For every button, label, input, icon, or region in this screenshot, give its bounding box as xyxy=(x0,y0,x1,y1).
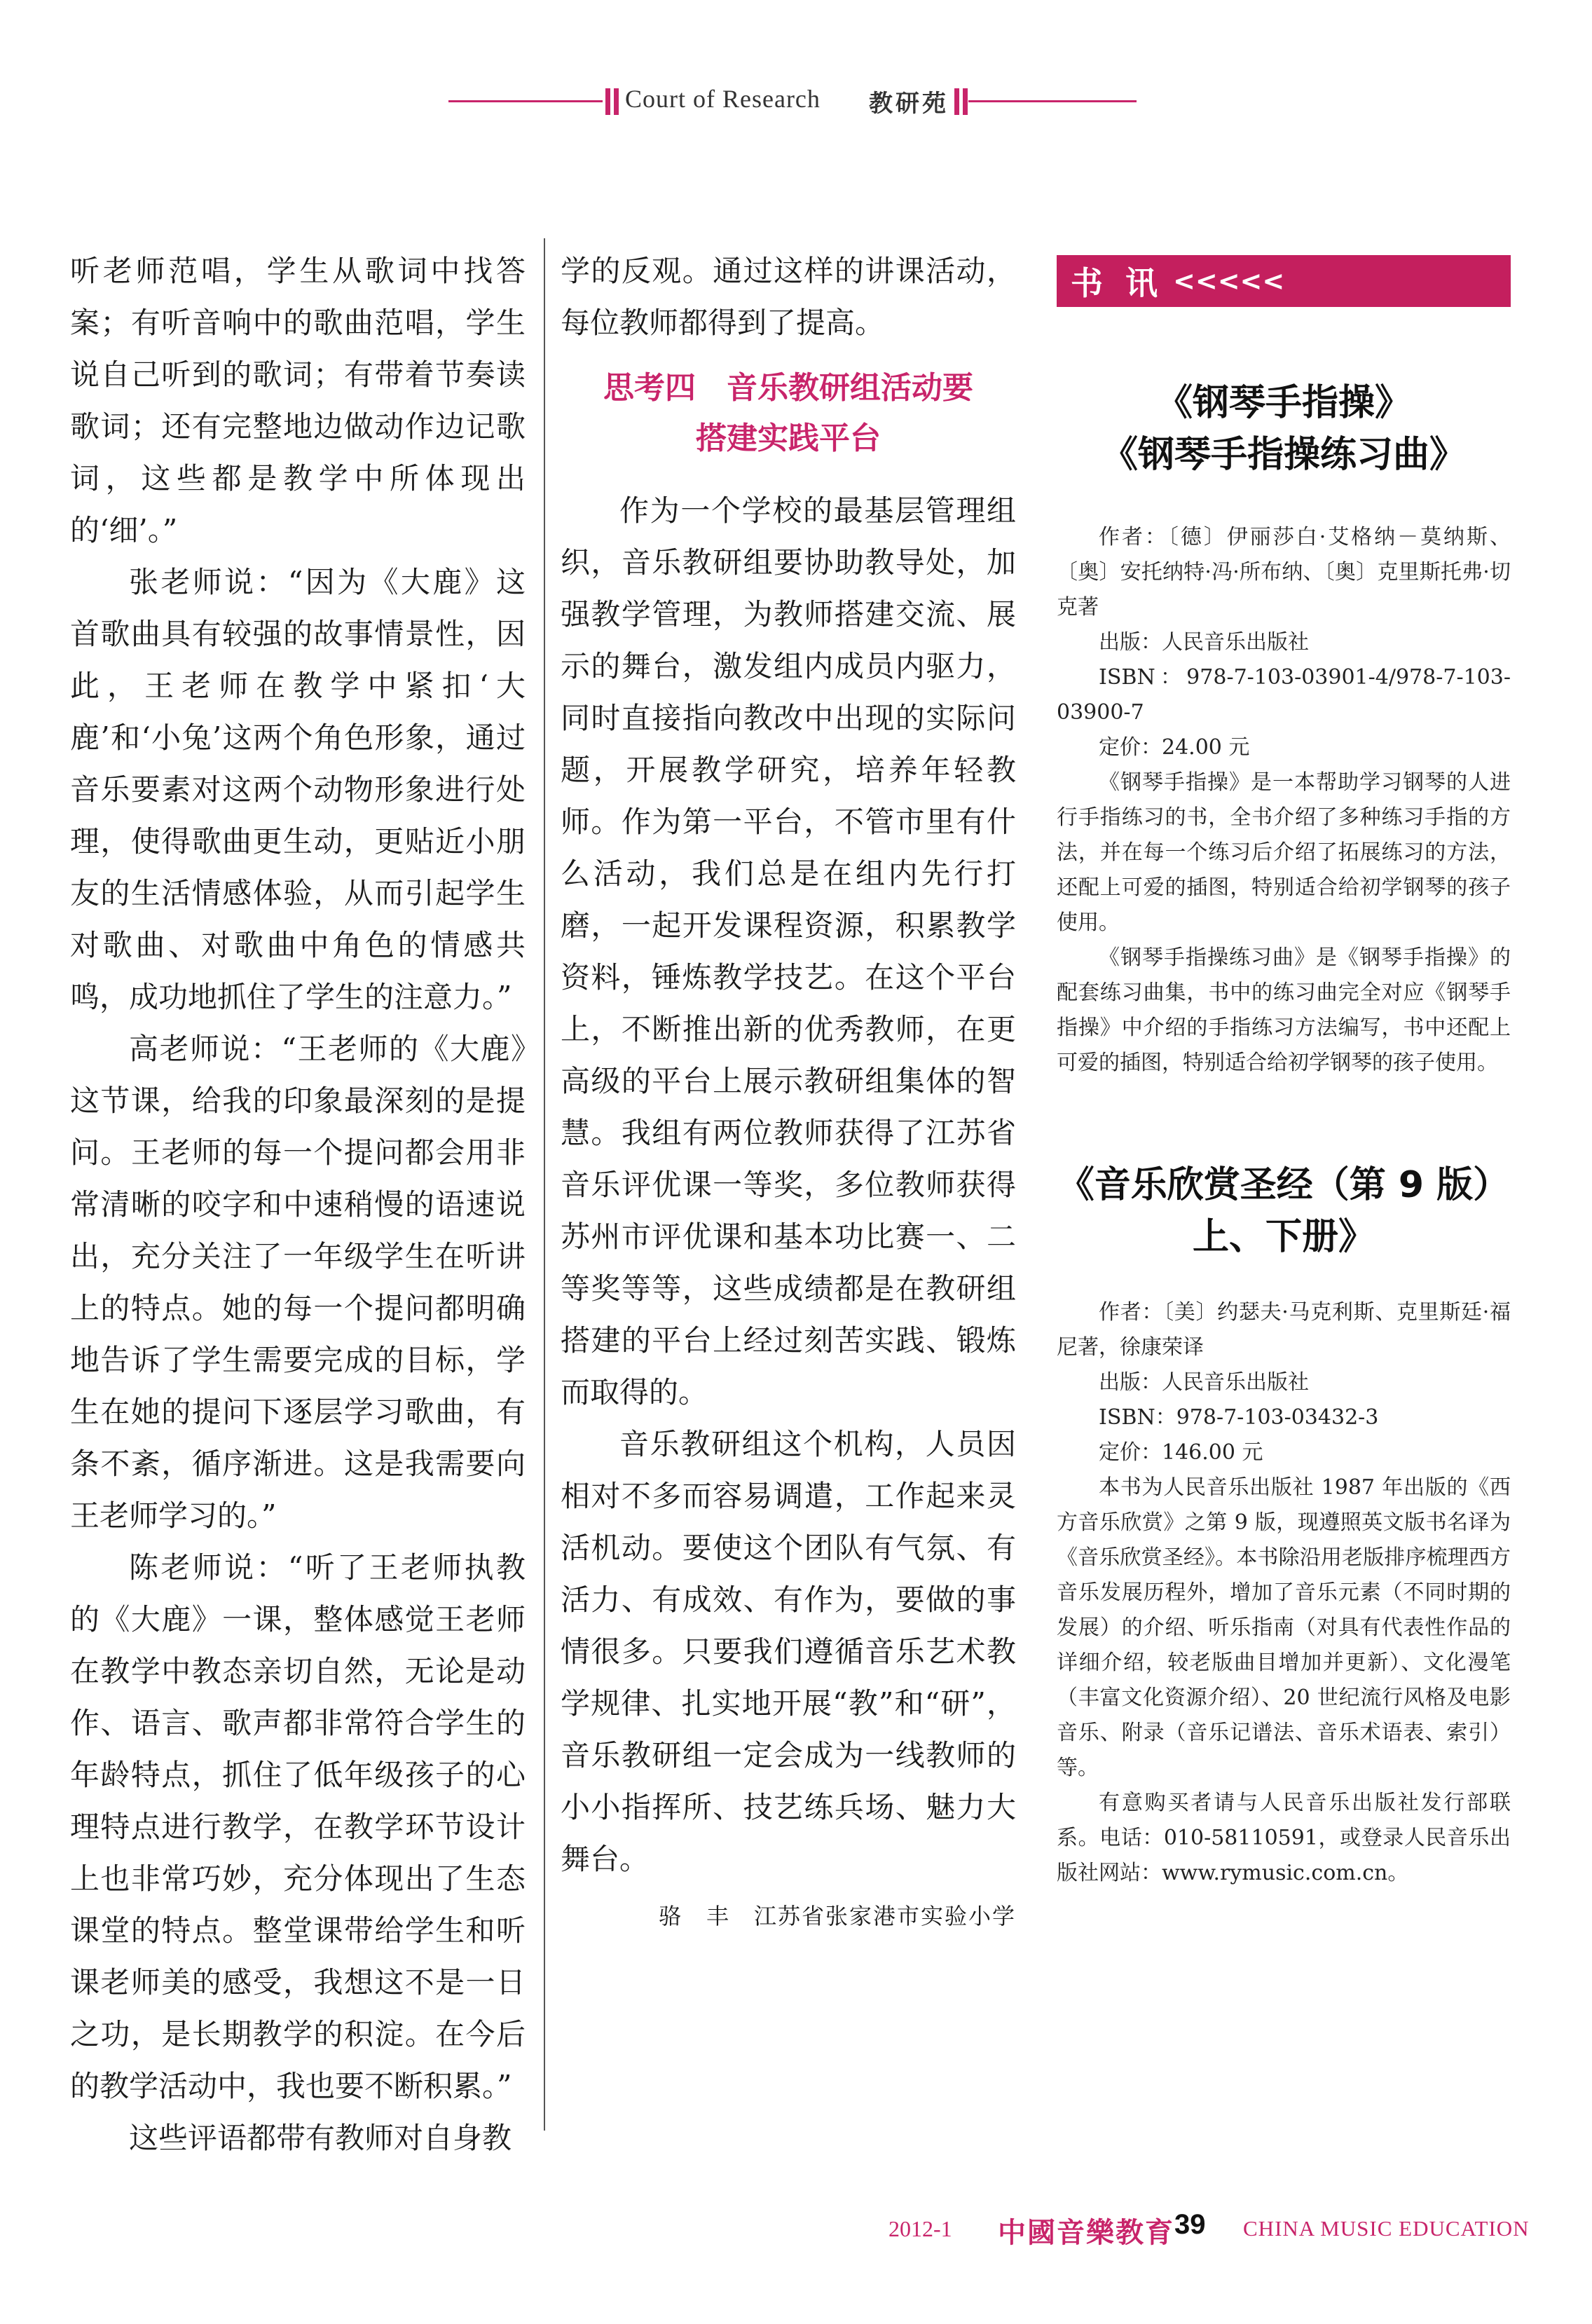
book-title-line: 上、下册》 xyxy=(1192,1216,1375,1258)
book-details xyxy=(1057,520,1511,1081)
purchase-contact: 有意购买者请与人民音乐出版社发行部联系。电话：010-58110591，或登录人民音乐出版社网站：www.rymusic.com.cn。 xyxy=(1057,1791,1511,1885)
book-details xyxy=(1057,1295,1511,1891)
header-bar xyxy=(963,88,968,115)
header-bar xyxy=(954,88,959,115)
section-title-en: Court of Research xyxy=(625,85,821,113)
book-author: 作者：〔德〕伊丽莎白·艾格纳－莫纳斯、〔奥〕安托纳特·冯·所布纳、〔奥〕克里斯托弗·切克著 xyxy=(1057,525,1511,620)
author-signature: 骆 丰 江苏省张家港市实验小学 xyxy=(658,1903,1016,1929)
book-isbn: ISBN：978-7-103-03432-3 xyxy=(1099,1405,1379,1430)
chevrons-left-icon: <<<<< xyxy=(1173,266,1285,296)
book-isbn: ISBN：978-7-103-03901-4/978-7-103-03900-7 xyxy=(1057,665,1511,725)
paragraph: 高老师说：“王老师的《大鹿》这节课，给我的印象最深刻的是提问。王老师的每一个提问都会用非常清晰的咬字和中速稍慢的语速说出，充分关注了一年级学生在听讲上的特点。她的每一个提问都明确地告诉了学生需要完成的目标，学生在她的提问下逐层学习歌曲，有条不紊，循序渐进。这是我需要向王老师学习的。” xyxy=(70,1032,526,1533)
magazine-name-en: CHINA MUSIC EDUCATION xyxy=(1243,2216,1530,2241)
section-heading-line: 思考四 音乐教研组活动要 xyxy=(603,370,973,406)
header-rule-left xyxy=(448,100,603,102)
header-bar xyxy=(605,88,610,115)
book-title xyxy=(1057,1159,1511,1263)
book-description: 《钢琴手指操练习曲》是《钢琴手指操》的配套练习曲集，书中的练习曲完全对应《钢琴手指操》中介绍的手指练习方法编写，书中还配上可爱的插图，特别适合给初学钢琴的孩子使用。 xyxy=(1057,945,1511,1075)
banner-label: 书 讯 xyxy=(1071,264,1164,302)
magazine-logo: 中國音樂教育 xyxy=(998,2216,1174,2249)
book-news-banner xyxy=(1057,255,1511,307)
book-publisher: 出版：人民音乐出版社 xyxy=(1099,630,1309,655)
book-price: 定价：24.00 元 xyxy=(1099,735,1250,760)
section-heading-line: 搭建实践平台 xyxy=(696,421,881,456)
paragraph: 作为一个学校的最基层管理组织，音乐教研组要协助教导处，加强教学管理，为教师搭建交流、展示的舞台，激发组内成员内驱力，同时直接指向教改中出现的实际问题，开展教学研究，培养年轻教师。作为第一平台，不管市里有什么活动，我们总是在组内先行打磨，一起开发课程资源，积累教学资料，锤炼教学技艺。在这个平台上，不断推出新的优秀教师，在更高级的平台上展示教研组集体的智慧。我组有两位教师获得了江苏省音乐评优课一等奖，多位教师获得苏州市评优课和基本功比赛一、二等奖等等，这些成绩都是在教研组搭建的平台上经过刻苦实践、锻炼而取得的。 xyxy=(561,493,1016,1409)
paragraph: 听老师范唱，学生从歌词中找答案；有听音响中的歌曲范唱，学生说自己听到的歌词；有带着节奏读歌词；还有完整地边做动作边记歌词，这些都是教学中所体现出的‘细’。” xyxy=(70,254,526,547)
book-description: 本书为人民音乐出版社 1987 年出版的《西方音乐欣赏》之第 9 版，现遵照英文版书名译为《音乐欣赏圣经》。本书除沿用老版排序梳理西方音乐发展历程外，增加了音乐元素（不同时期的发展）的介绍、听乐指南（对具有代表性作品的详细介绍，较老版曲目增加并更新）、文化漫笔（丰富文化资源介绍）、20 世纪流行风格及电影音乐、附录（音乐记谱法、音乐术语表、索引）等。 xyxy=(1057,1475,1511,1780)
section-title-cn: 教研苑 xyxy=(869,90,949,118)
book-title-line: 《音乐欣赏圣经（第 9 版） xyxy=(1057,1164,1510,1206)
header-bar xyxy=(614,88,619,115)
page-number: 39 xyxy=(1174,2209,1206,2240)
book-author: 作者：〔美〕约瑟夫·马克利斯、克里斯廷·福尼著，徐康荣译 xyxy=(1057,1300,1511,1360)
book-title-line: 《钢琴手指操练习曲》 xyxy=(1101,434,1466,476)
paragraph: 这些评语都带有教师对自身教 xyxy=(129,2121,512,2155)
section-heading xyxy=(561,363,1016,464)
paragraph: 张老师说：“因为《大鹿》这首歌曲具有较强的故事情景性，因此，王老师在教学中紧扣‘大鹿’和‘小兔’这两个角色形象，通过音乐要素对这两个动物形象进行处理，使得歌曲更生动，更贴近小朋友的生活情感体验，从而引起学生对歌曲、对歌曲中角色的情感共鸣，成功地抓住了学生的注意力。” xyxy=(70,565,526,1014)
article-column-1 xyxy=(70,245,526,2164)
header-rule-right xyxy=(968,100,1137,102)
paragraph: 音乐教研组这个机构，人员因相对不多而容易调遣，工作起来灵活机动。要使这个团队有气氛、有活力、有成效、有作为，要做的事情很多。只要我们遵循音乐艺术教学规律、扎实地开展“教”和“研”，音乐教研组一定会成为一线教师的小小指挥所、技艺练兵场、魅力大舞台。 xyxy=(561,1427,1016,1876)
book-publisher: 出版：人民音乐出版社 xyxy=(1099,1370,1309,1395)
issue-date: 2012-1 xyxy=(888,2216,952,2241)
article-column-2 xyxy=(561,245,1016,1937)
paragraph: 学的反观。通过这样的讲课活动，每位教师都得到了提高。 xyxy=(561,254,1016,340)
column-divider xyxy=(544,238,545,2131)
paragraph: 陈老师说：“听了王老师执教的《大鹿》一课，整体感觉王老师在教学中教态亲切自然，无论是动作、语言、歌声都非常符合学生的年龄特点，抓住了低年级孩子的心理特点进行教学，在教学环节设计上也非常巧妙，充分体现出了生态课堂的特点。整堂课带给学生和听课老师美的感受，我想这不是一日之功，是长期教学的积淀。在今后的教学活动中，我也要不断积累。” xyxy=(70,1550,526,2103)
book-news-sidebar xyxy=(1057,255,1511,1891)
book-price: 定价：146.00 元 xyxy=(1099,1440,1263,1465)
book-title-line: 《钢琴手指操》 xyxy=(1155,382,1411,424)
book-description: 《钢琴手指操》是一本帮助学习钢琴的人进行手指练习的书，全书介绍了多种练习手指的方法，并在每一个练习后介绍了拓展练习的方法，还配上可爱的插图，特别适合给初学钢琴的孩子使用。 xyxy=(1057,770,1511,935)
book-title xyxy=(1057,377,1511,481)
